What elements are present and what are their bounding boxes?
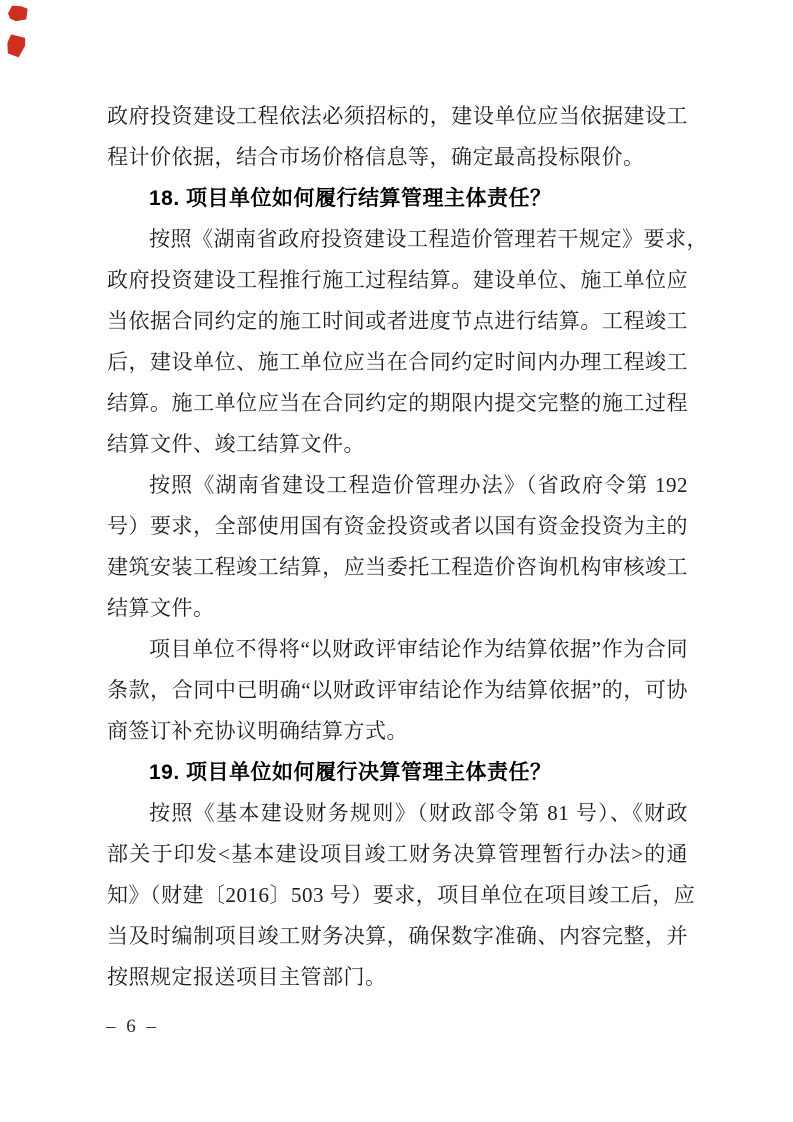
text-line: 部关于印发<基本建设项目竣工财务决算管理暂行办法>的通 <box>107 842 688 866</box>
text-line: 商签订补充协议明确结算方式。 <box>107 719 408 743</box>
text-line: 后，建设单位、施工单位应当在合同约定时间内办理工程竣工 <box>107 350 688 374</box>
text-line: 条款，合同中已明确“以财政评审结论作为结算依据”的，可协 <box>107 678 688 702</box>
document-body <box>107 96 708 998</box>
text-line: 号）要求，全部使用国有资金投资或者以国有资金投资为主的 <box>107 514 688 538</box>
text-line: 项目单位不得将“以财政评审结论作为结算依据”作为合同 <box>149 637 688 661</box>
page-number: – 6 – <box>106 1016 159 1037</box>
red-ink-mark <box>6 34 27 58</box>
question-heading: 19. 项目单位如何履行决算管理主体责任？ <box>149 761 552 784</box>
text-line: 建筑安装工程竣工结算，应当委托工程造价咨询机构审核竣工 <box>107 555 688 579</box>
text-line: 结算文件、竣工结算文件。 <box>107 432 365 456</box>
text-line: 政府投资建设工程依法必须招标的，建设单位应当依据建设工 <box>107 104 688 128</box>
text-line: 按照《基本建设财务规则》（财政部令第 81 号）、《财政 <box>149 801 688 825</box>
text-line: 结算文件。 <box>107 596 215 620</box>
text-line: 知》（财建〔2016〕503 号）要求，项目单位在项目竣工后，应 <box>107 883 696 907</box>
text-line: 当及时编制项目竣工财务决算，确保数字准确、内容完整，并 <box>107 924 688 948</box>
text-line: 按照规定报送项目主管部门。 <box>107 965 387 989</box>
text-line: 按照《湖南省建设工程造价管理办法》（省政府令第 192 <box>149 473 688 497</box>
question-heading: 18. 项目单位如何履行结算管理主体责任？ <box>149 187 552 210</box>
text-line: 结算。施工单位应当在合同约定的期限内提交完整的施工过程 <box>107 391 688 415</box>
red-ink-mark <box>7 4 29 22</box>
text-line: 当依据合同约定的施工时间或者进度节点进行结算。工程竣工 <box>107 309 688 333</box>
text-line: 按照《湖南省政府投资建设工程造价管理若干规定》要求， <box>149 227 708 251</box>
text-line: 程计价依据，结合市场价格信息等，确定最高投标限价。 <box>107 145 645 169</box>
text-line: 政府投资建设工程推行施工过程结算。建设单位、施工单位应 <box>107 268 688 292</box>
